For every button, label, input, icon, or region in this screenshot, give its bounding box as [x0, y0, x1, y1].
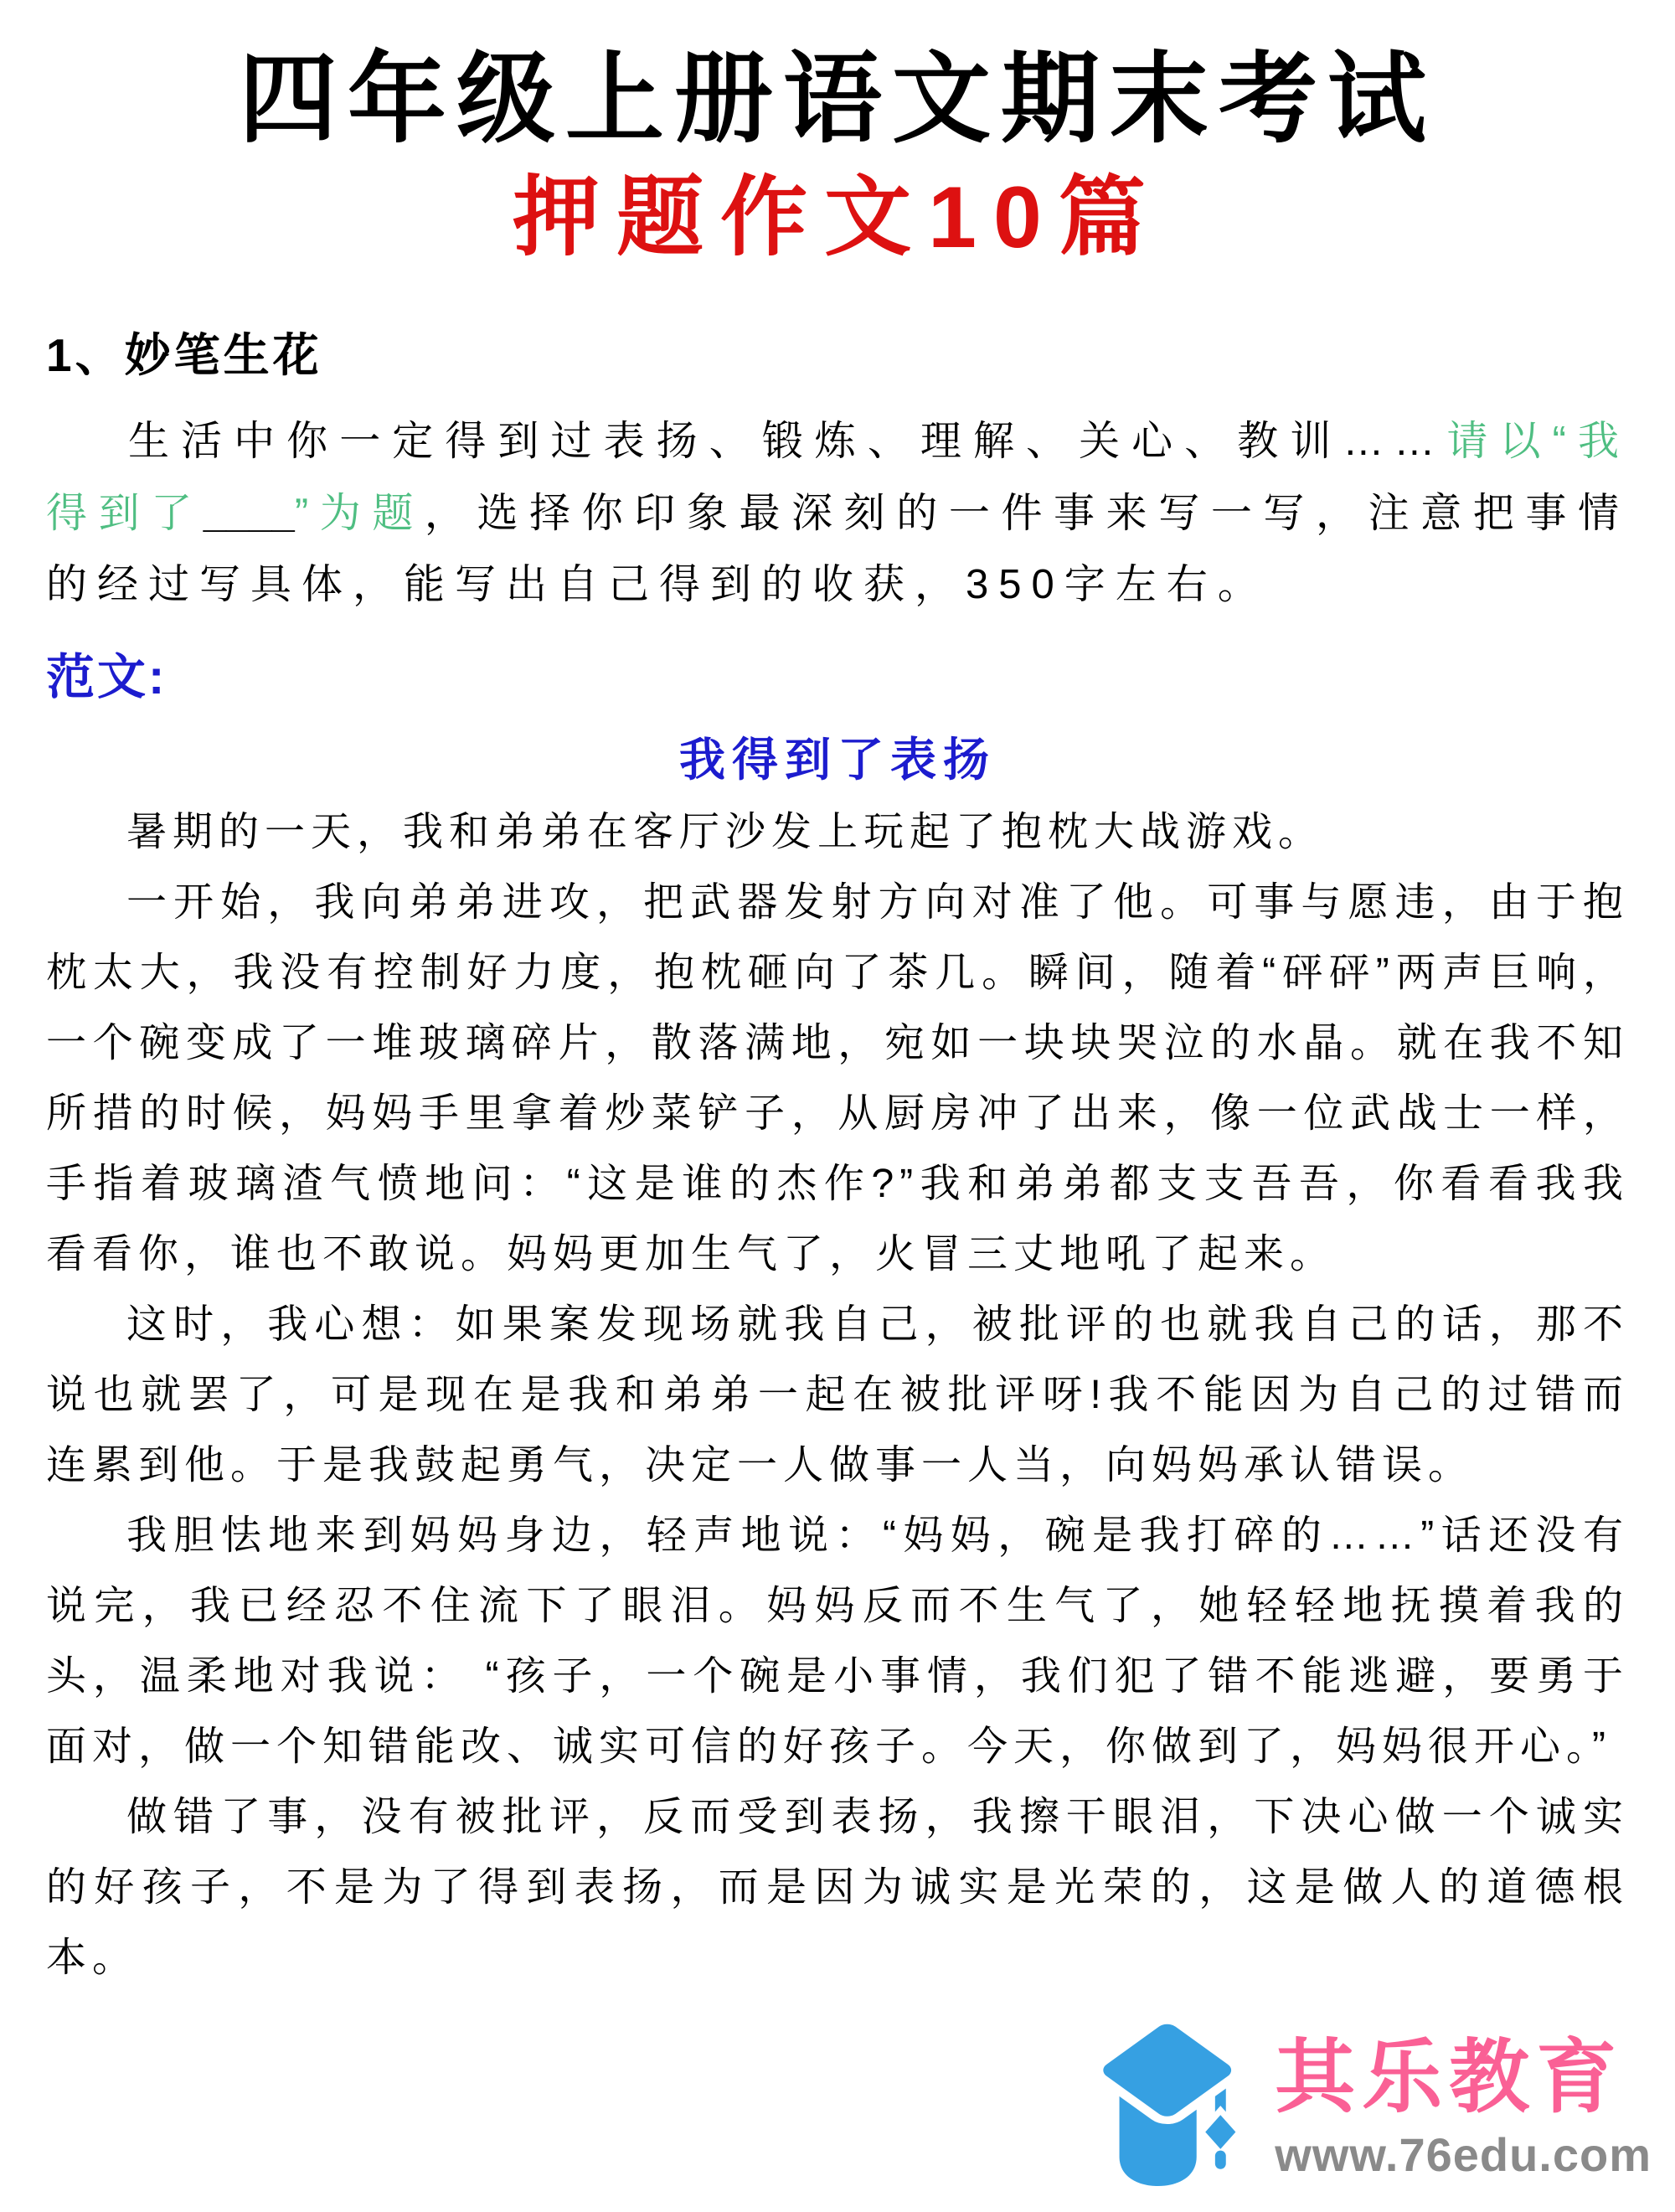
model-essay-label: 范文:	[46, 650, 168, 705]
essay-paragraph: 这时，我心想：如果案发现场就我自己，被批评的也就我自己的话，那不说也就罢了，可是现在是我和弟弟一起在被批评呀!我不能因为自己的过错而连累到他。于是我鼓起勇气，决定一人做事一人当，向妈妈承认错误。	[46, 1302, 1629, 1488]
watermark-logo	[1085, 2014, 1652, 2200]
watermark-text	[1275, 2034, 1652, 2180]
graduation-cap-icon	[1085, 2014, 1263, 2200]
prompt-segment-highlight: 请以“我得到了	[46, 419, 1629, 536]
brand-name: 其乐教育	[1275, 2033, 1624, 2123]
essay-paragraph: 一开始，我向弟弟进攻，把武器发射方向对准了他。可事与愿违，由于抱枕太大，我没有控制好力度，抱枕砸向了茶几。瞬间，随着“砰砰”两声巨响， 一个碗变成了一堆玻璃碎片，散落满地，宛如一块块哭泣的水晶。就在我不知所措的时候，妈妈手里拿着炒菜铲子，从厨房冲了出来，像一位武战士一样，手指着玻璃渣气愤地问：“这是谁的杰作?”我和弟弟都支支吾吾，你看看我我看看你，谁也不敢说。妈妈更加生气了，火冒三丈地吼了起来。	[46, 880, 1629, 1277]
prompt-segment: ，选择你印象最深刻的一件事来写一写，注意把事情的经过写具体，能写出自己得到的收获，350字左右。	[46, 490, 1629, 607]
essay-paragraph: 暑期的一天，我和弟弟在客厅沙发上玩起了抱枕大战游戏。	[126, 810, 1325, 855]
essay-prompt	[46, 406, 1629, 621]
section-heading: 1、妙笔生花	[46, 329, 322, 382]
page-title: 四年级上册语文期末考试	[238, 44, 1436, 155]
essay-body	[46, 797, 1629, 1993]
essay-title: 我得到了表扬	[678, 734, 996, 786]
prompt-segment: 生活中你一定得到过表扬、锻炼、理解、关心、教训……	[128, 419, 1446, 465]
essay-paragraph: 我胆怯地来到妈妈身边，轻声地说：“妈妈，碗是我打碎的……”话还没有说完，我已经忍不住流下了眼泪。妈妈反而不生气了，她轻轻地抚摸着我的头，温柔地对我说： “孩子，一个碗是小事情，我们犯了错不能逃避，要勇于面对，做一个知错能改、诚实可信的好孩子。今天，你做到了，妈妈很开心。”	[46, 1513, 1629, 1770]
page-subtitle: 押题作文10篇	[513, 168, 1162, 266]
essay-paragraph: 做错了事，没有被批评，反而受到表扬，我擦干眼泪，下决心做一个诚实的好孩子，不是为了得到表扬，而是因为诚实是光荣的，这是做人的道德根本。	[46, 1795, 1629, 1981]
prompt-segment-highlight: ”为题	[294, 490, 425, 536]
prompt-blank-underline: ____	[203, 490, 295, 536]
brand-url: www.76edu.com	[1275, 2128, 1652, 2181]
